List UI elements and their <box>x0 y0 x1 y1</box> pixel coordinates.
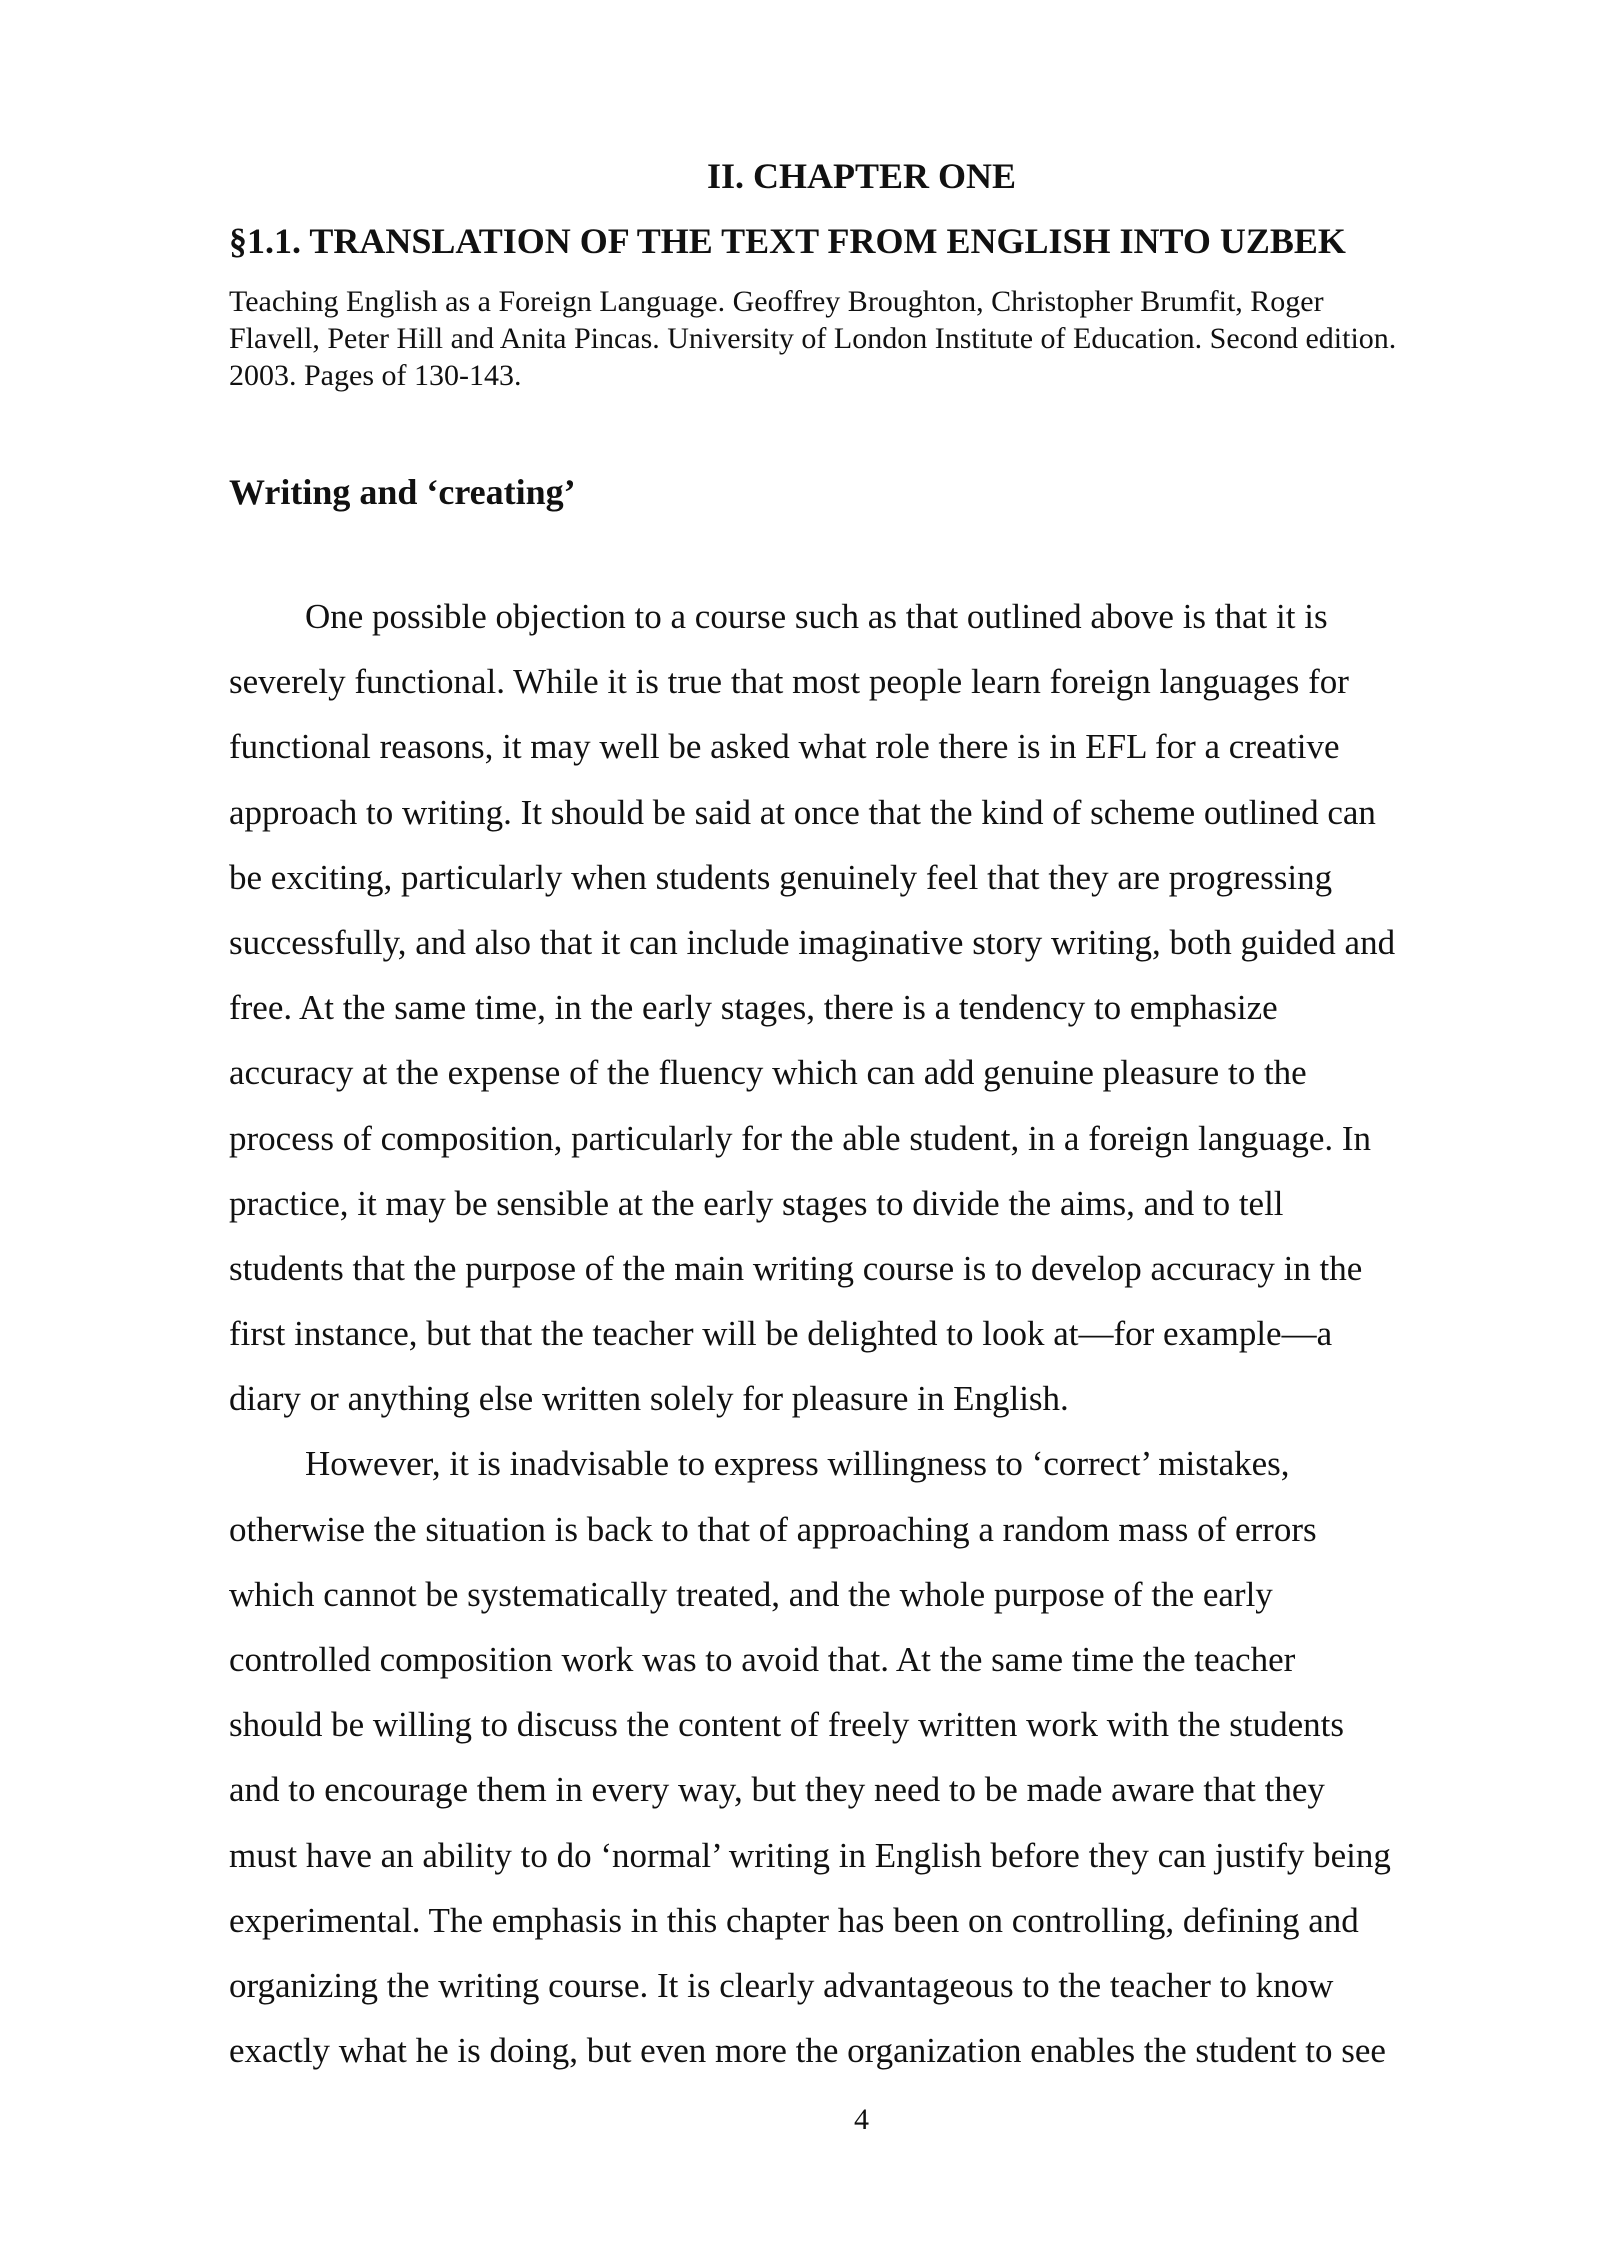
paragraph-line: severely functional. While it is true that most people learn foreign languages for <box>229 662 1349 702</box>
paragraph-line: approach to writing. It should be said at once that the kind of scheme outlined can <box>229 792 1376 832</box>
paragraph-line: first instance, but that the teacher will be delighted to look at—for example—a <box>229 1314 1333 1354</box>
paragraph-line: and to encourage them in every way, but they need to be made aware that they <box>229 1770 1325 1810</box>
subheading: Writing and ‘creating’ <box>229 472 576 512</box>
paragraph-line: experimental. The emphasis in this chapter has been on controlling, defining and <box>229 1900 1359 1940</box>
paragraph-line: process of composition, particularly for the able student, in a foreign language. In <box>229 1118 1372 1158</box>
paragraph-line: practice, it may be sensible at the early stages to divide the aims, and to tell <box>229 1183 1284 1223</box>
paragraph-line: students that the purpose of the main writing course is to develop accuracy in the <box>229 1248 1363 1288</box>
paragraph-line: free. At the same time, in the early stages, there is a tendency to emphasize <box>229 988 1278 1028</box>
paragraph-line: However, it is inadvisable to express willingness to ‘correct’ mistakes, <box>305 1444 1290 1484</box>
citation-line: Teaching English as a Foreign Language. Geoffrey Broughton, Christopher Brumfit, Roger <box>229 285 1324 318</box>
paragraph-line: diary or anything else written solely for pleasure in English. <box>229 1379 1069 1419</box>
chapter-title: II. CHAPTER ONE <box>706 156 1017 196</box>
paragraph-line: be exciting, particularly when students genuinely feel that they are progressing <box>229 857 1333 897</box>
paragraph-line: accuracy at the expense of the fluency which can add genuine pleasure to the <box>229 1053 1307 1093</box>
paragraph-line: otherwise the situation is back to that of approaching a random mass of errors <box>229 1509 1317 1549</box>
paragraph-line: which cannot be systematically treated, and the whole purpose of the early <box>229 1574 1273 1614</box>
citation-line: Flavell, Peter Hill and Anita Pincas. University of London Institute of Education. Second edition. <box>229 322 1397 355</box>
citation-line: 2003. Pages of 130-143. <box>229 359 522 392</box>
citation <box>229 283 1514 394</box>
body-text <box>229 584 1529 2083</box>
section-title: §1.1. TRANSLATION OF THE TEXT FROM ENGLISH INTO UZBEK <box>229 221 1346 261</box>
page-number: 4 <box>854 2103 869 2136</box>
paragraph-line: One possible objection to a course such as that outlined above is that it is <box>305 597 1328 636</box>
paragraph-line: successfully, and also that it can include imaginative story writing, both guided and <box>229 922 1396 962</box>
paragraph-line: functional reasons, it may well be asked what role there is in EFL for a creative <box>229 727 1340 767</box>
paragraph-line: organizing the writing course. It is clearly advantageous to the teacher to know <box>229 1965 1334 2005</box>
paragraph-line: should be willing to discuss the content of freely written work with the students <box>229 1705 1344 1745</box>
paragraph-line: exactly what he is doing, but even more the organization enables the student to see <box>229 2031 1386 2071</box>
paragraph-line: controlled composition work was to avoid that. At the same time the teacher <box>229 1640 1296 1679</box>
paragraph-line: must have an ability to do ‘normal’ writing in English before they can justify being <box>229 1835 1391 1875</box>
